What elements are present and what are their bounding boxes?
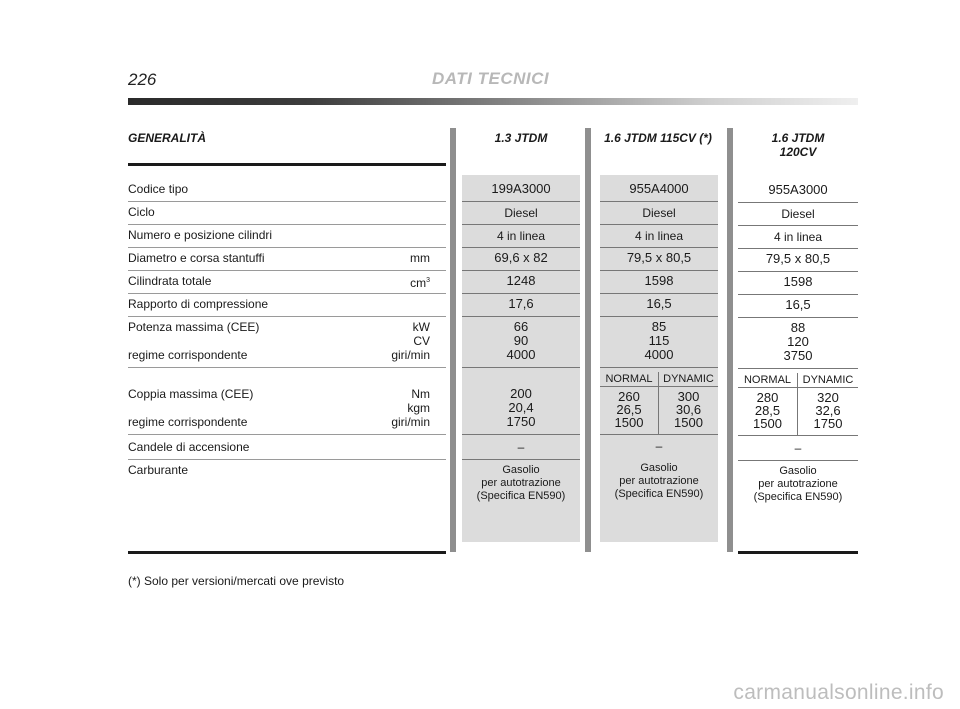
value-carburante-3: Gasolio per autotrazione (Specifica EN590) xyxy=(753,465,843,503)
value-compressione-1: 17,6 xyxy=(462,294,580,317)
value-cilindrata-1: 1248 xyxy=(462,271,580,294)
heading-underline xyxy=(128,163,446,166)
value-cilindri-3: 4 in linea xyxy=(738,226,858,249)
page-title: DATI TECNICI xyxy=(432,69,550,88)
row-label-coppia: Coppia massima (CEE) Nm kgm regime corrispondente giri/min xyxy=(128,384,446,435)
normal-label: NORMAL xyxy=(743,374,792,386)
value-codice-2: 955A4000 xyxy=(600,179,718,202)
value-candele-3: – xyxy=(738,438,858,461)
value-coppia-2 xyxy=(600,372,718,435)
row-label-candele: Candele di accensione xyxy=(128,437,446,460)
value-ciclo-1: Diesel xyxy=(462,202,580,225)
value-cilindrata-3: 1598 xyxy=(738,272,858,295)
row-label-cilindri: Numero e posizione cilindri xyxy=(128,225,446,248)
row-label-cilindrata: Cilindrata totale $cm^3$ xyxy=(128,271,446,294)
value-cilindri-2: 4 in linea xyxy=(600,225,718,248)
value-potenza-1: 66 90 4000 xyxy=(462,317,580,368)
value-coppia-3 xyxy=(738,373,858,436)
value-cilindrata-2: 1598 xyxy=(600,271,718,294)
value-compressione-2: 16,5 xyxy=(600,294,718,317)
column-separator xyxy=(450,128,456,552)
value-candele-1: – xyxy=(462,437,580,460)
row-label-alesaggio: Diametro e corsa stantuffi mm xyxy=(128,248,446,271)
footnote: (*) Solo per versioni/mercati ove previsto xyxy=(128,574,345,588)
value-alesaggio-2: 79,5 x 80,5 xyxy=(600,248,718,271)
header-rule xyxy=(128,98,858,105)
row-label-carburante: Carburante xyxy=(128,463,189,477)
column-title-1: 1.3 JTDM xyxy=(494,131,548,145)
column-title-3: 1.6 JTDM 120CV xyxy=(771,131,825,159)
value-ciclo-2: Diesel xyxy=(600,202,718,225)
column-separator xyxy=(585,128,591,552)
row-label-compressione: Rapporto di compressione xyxy=(128,294,446,317)
normal-values: 280 28,5 1500 xyxy=(753,390,782,431)
row-label-ciclo: Ciclo xyxy=(128,202,446,225)
row-label-codice: Codice tipo xyxy=(128,179,446,202)
dynamic-label: DYNAMIC xyxy=(802,374,854,386)
column-title-2: 1.6 JTDM 115CV (*) xyxy=(604,131,712,145)
value-ciclo-3: Diesel xyxy=(738,203,858,226)
watermark: carmanualsonline.info xyxy=(733,681,944,704)
value-alesaggio-3: 79,5 x 80,5 xyxy=(738,249,858,272)
page-number: 226 xyxy=(128,70,157,89)
value-candele-2: – xyxy=(655,439,663,453)
value-carburante-2: Gasolio per autotrazione (Specifica EN590) xyxy=(614,462,704,500)
value-carburante-1: Gasolio per autotrazione (Specifica EN590) xyxy=(476,464,566,502)
section-heading: GENERALITÀ xyxy=(128,131,206,145)
value-cilindri-1: 4 in linea xyxy=(462,225,580,248)
value-alesaggio-1: 69,6 x 82 xyxy=(462,248,580,271)
value-codice-1: 199A3000 xyxy=(462,179,580,202)
value-potenza-3: 88 120 3750 xyxy=(738,318,858,369)
row-label-potenza: Potenza massima (CEE) kW CV regime corrispondente giri/min xyxy=(128,317,446,368)
column-separator xyxy=(727,128,733,552)
value-compressione-3: 16,5 xyxy=(738,295,858,318)
table-bottom-line-right xyxy=(738,551,858,554)
dynamic-label: DYNAMIC xyxy=(663,373,714,385)
normal-label: NORMAL xyxy=(605,373,653,385)
dynamic-values: 320 32,6 1750 xyxy=(813,390,843,431)
value-codice-3: 955A3000 xyxy=(738,180,858,203)
table-bottom-line-left xyxy=(128,551,446,554)
dynamic-values: 300 30,6 1500 xyxy=(674,389,703,430)
normal-values: 260 26,5 1500 xyxy=(614,389,644,430)
value-potenza-2: 85 115 4000 xyxy=(600,317,718,368)
value-coppia-1: 200 20,4 1750 xyxy=(462,384,580,435)
